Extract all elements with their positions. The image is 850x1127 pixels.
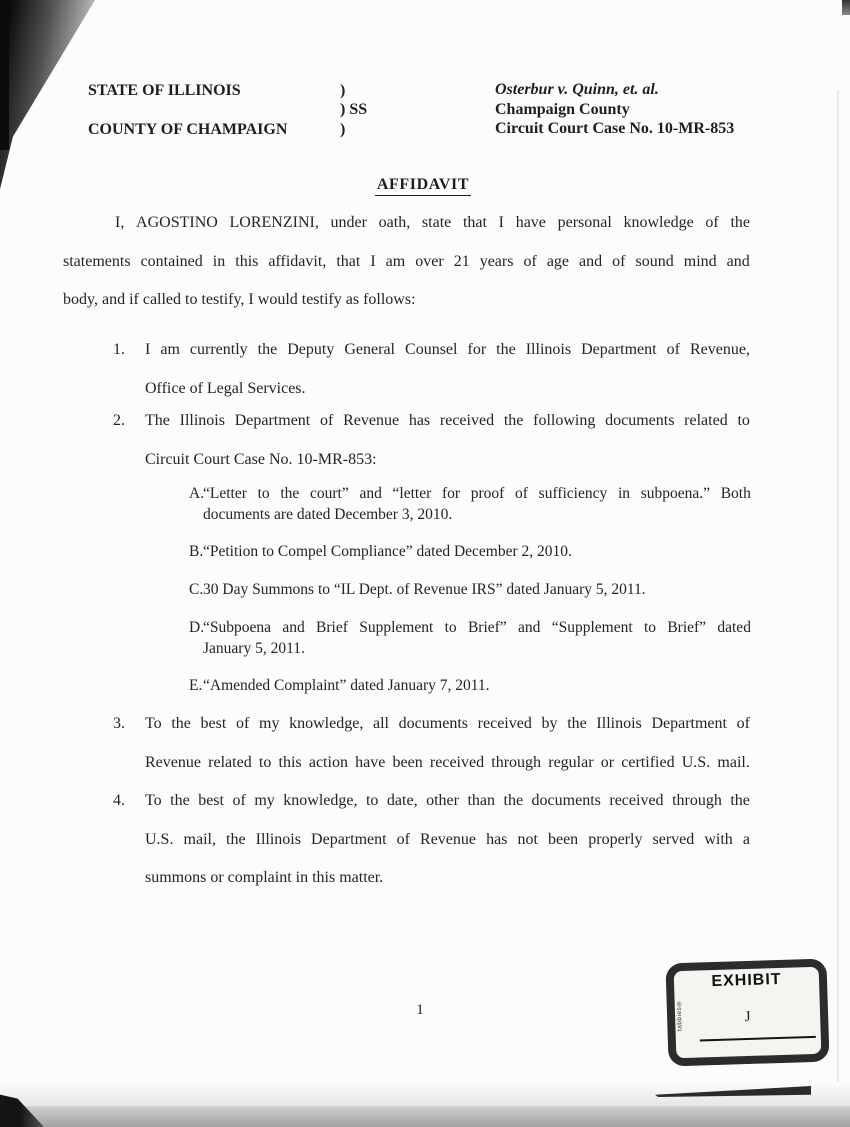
state-line: STATE OF ILLINOIS: [88, 82, 241, 99]
item-number: 4.: [113, 792, 125, 809]
paren-1: ): [340, 82, 346, 99]
exhibit-stamp-inner: [674, 967, 822, 1059]
scan-artifact-bottom-strip: [0, 1106, 850, 1127]
item-line: Circuit Court Case No. 10-MR-853:: [145, 450, 377, 468]
item-line: Revenue related to this action have been received through regular or certified U.S. mail.: [145, 753, 750, 771]
title-row: [0, 176, 846, 196]
case-caption-title: Osterbur v. Quinn, et. al.: [495, 81, 659, 98]
opening-line: statements contained in this affidavit, that I am over 21 years of age and of sound mind and: [63, 252, 750, 270]
affidavit-item-1: [113, 331, 750, 408]
exhibit-stamp: [665, 958, 829, 1066]
scan-artifact-top-left-fold: [0, 0, 100, 195]
scan-artifact-top-left-edge: [0, 0, 9, 150]
county-line: COUNTY OF CHAMPAIGN: [88, 121, 288, 138]
subitem-line: “Amended Complaint” dated January 7, 2011.: [203, 677, 490, 694]
affidavit-item-3: [113, 705, 750, 782]
stamp-label: EXHIBIT: [711, 970, 782, 991]
subitem-letter: A.: [189, 485, 205, 502]
stamp-underline: [700, 1036, 816, 1042]
item-number: 1.: [113, 341, 125, 358]
affidavit-title: AFFIDAVIT: [375, 176, 471, 196]
item-number: 2.: [113, 412, 125, 429]
subitem-B: [189, 542, 751, 563]
item-line: U.S. mail, the Illinois Department of Revenue has not been properly served with a: [145, 830, 750, 848]
item-line: To the best of my knowledge, all documents received by the Illinois Department of: [145, 715, 750, 732]
subitem-line: documents are dated December 3, 2010.: [203, 505, 453, 523]
item-line: summons or complaint in this matter.: [145, 869, 384, 886]
stamp-brand: tabbies®: [675, 998, 684, 1031]
case-caption-number: Circuit Court Case No. 10-MR-853: [495, 120, 735, 137]
page-number: 1: [416, 1002, 424, 1018]
item-line: To the best of my knowledge, to date, other than the documents received through the: [145, 792, 750, 809]
subitem-line: January 5, 2011.: [203, 639, 305, 657]
subitem-letter: D.: [189, 619, 205, 636]
subitem-line: 30 Day Summons to “IL Dept. of Revenue IRS” dated January 5, 2011.: [203, 581, 646, 598]
opening-paragraph: [63, 204, 750, 320]
scan-artifact-top-right-mark: [842, 0, 850, 15]
subitem-letter: C.: [189, 581, 204, 598]
subitem-A: [189, 484, 751, 525]
item-line: The Illinois Department of Revenue has received the following documents related to: [145, 412, 750, 429]
subitem-E: [189, 676, 751, 697]
paren-2: ): [340, 121, 346, 138]
subitem-line: “Letter to the court” and “letter for proof of sufficiency in subpoena.” Both: [203, 485, 751, 502]
stamp-exhibit-letter: J: [744, 1008, 751, 1026]
affidavit-item-2: [113, 402, 750, 479]
opening-line: body, and if called to testify, I would testify as follows:: [63, 291, 416, 308]
scan-artifact-page-edge-line: [837, 90, 839, 1105]
item-line: Office of Legal Services.: [145, 379, 306, 397]
subitem-D: [189, 618, 751, 659]
subitem-line: “Subpoena and Brief Supplement to Brief” and “Supplement to Brief” dated: [203, 619, 751, 636]
item-number: 3.: [113, 715, 125, 732]
case-caption-county: Champaign County: [495, 101, 630, 118]
subitem-C: [189, 580, 751, 601]
subitem-letter: E.: [189, 677, 203, 694]
subitem-letter: B.: [189, 543, 204, 560]
affidavit-item-4: [113, 782, 750, 898]
opening-line: I, AGOSTINO LORENZINI, under oath, state that I have personal knowledge of the: [115, 214, 750, 231]
subitem-line: “Petition to Compel Compliance” dated December 2, 2010.: [203, 543, 572, 560]
item-line: I am currently the Deputy General Counsel for the Illinois Department of Revenue,: [145, 341, 750, 358]
paren-ss: ) SS: [340, 101, 368, 118]
